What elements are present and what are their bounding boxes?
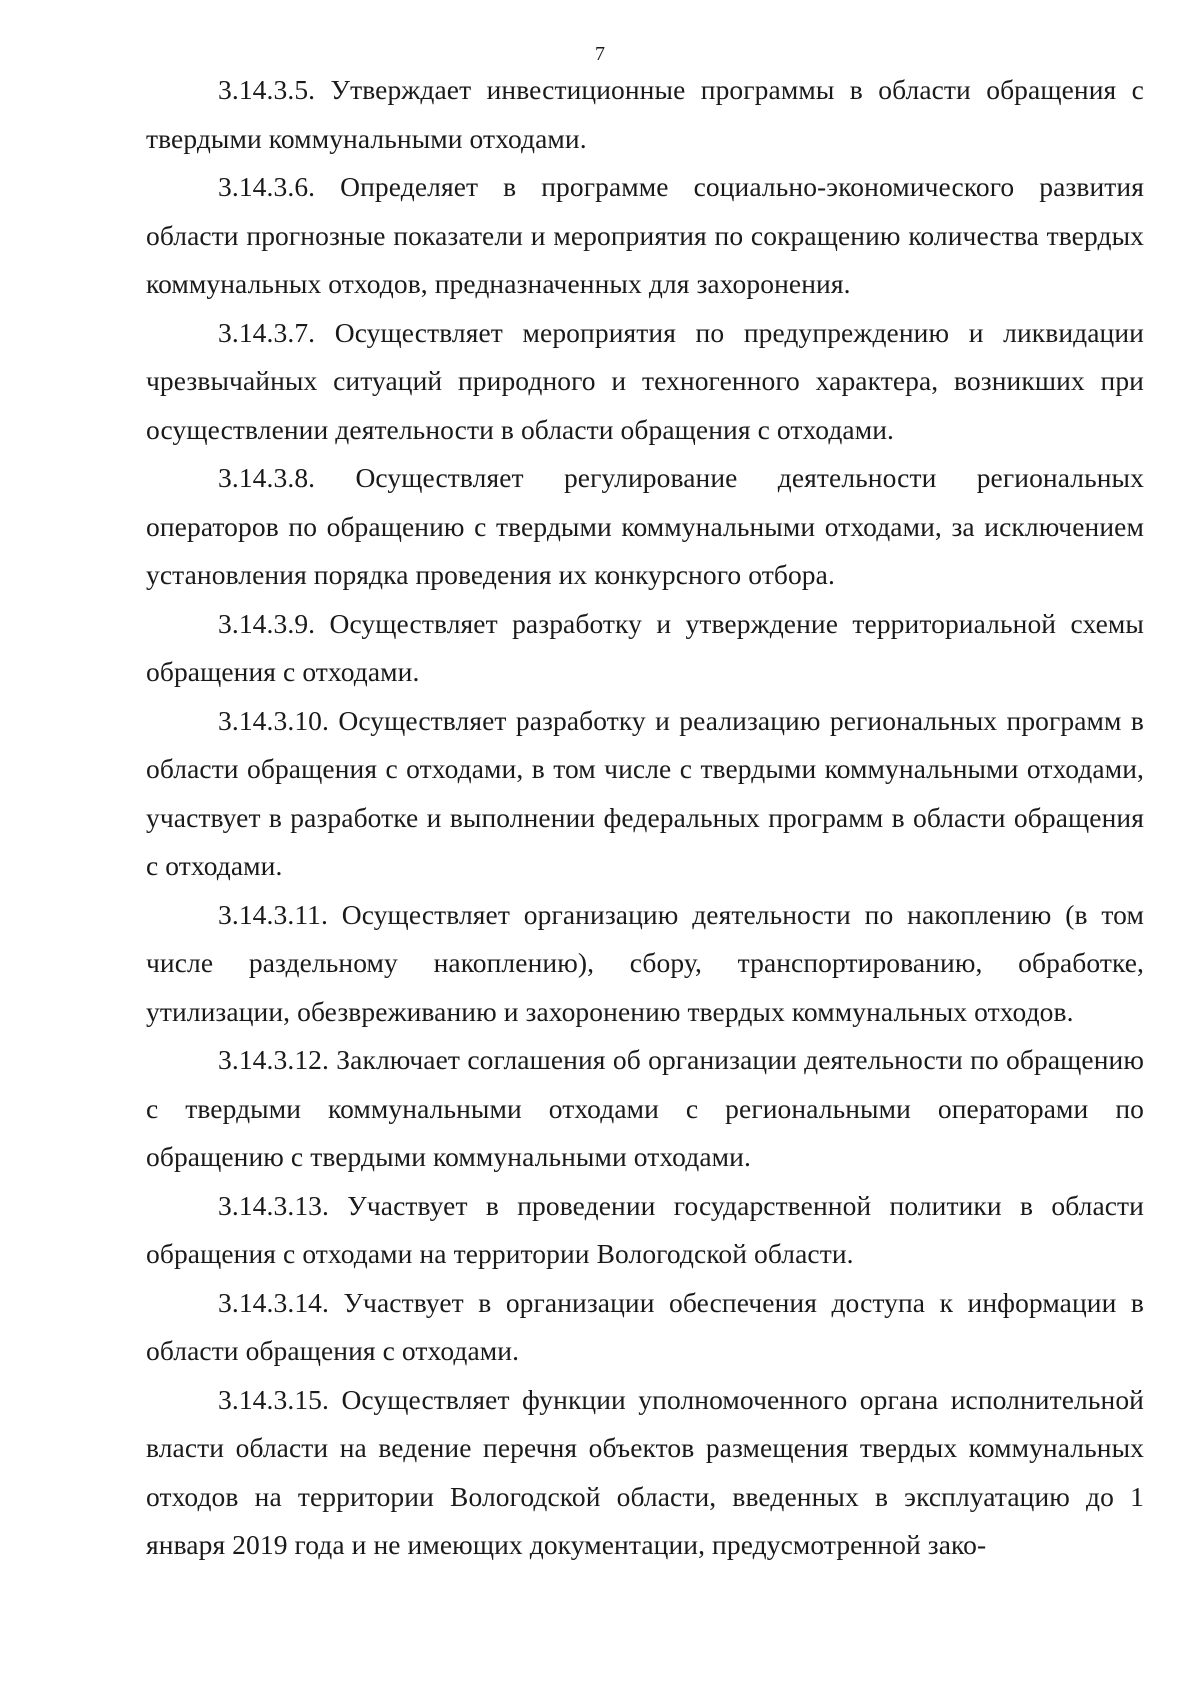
paragraph-3-14-3-7: 3.14.3.7. Осуществляет мероприятия по предупреждению и ликвидации чрезвычайных ситуаций природного и техногенного характера, возникших при осуществлении деятельности в области обращения с отходами.	[146, 316, 1144, 445]
paragraph-3-14-3-5: 3.14.3.5. Утверждает инвестиционные программы в области обращения с твердыми коммунальными отходами.	[146, 74, 1144, 154]
paragraph-3-14-3-13: 3.14.3.13. Участвует в проведении государственной политики в области обращения с отходами на территории Вологодской области.	[146, 1189, 1144, 1269]
paragraph-3-14-3-11: 3.14.3.11. Осуществляет организацию деятельности по накоплению (в том числе раздельному накоплению), сбору, транспортированию, обработке, утилизации, обезвреживанию и захоронению твердых коммунальных отходов.	[146, 898, 1144, 1027]
paragraph-3-14-3-9: 3.14.3.9. Осуществляет разработку и утверждение территориальной схемы обращения с отходами.	[146, 607, 1144, 687]
paragraph-3-14-3-8: 3.14.3.8. Осуществляет регулирование деятельности региональных операторов по обращению с твердыми коммунальными отходами, за исключением установления порядка проведения их конкурсного отбора.	[146, 462, 1144, 590]
paragraph-3-14-3-10: 3.14.3.10. Осуществляет разработку и реализацию региональных программ в области обращения с отходами, в том числе с твердыми коммунальными отходами, участвует в разработке и выполнении федеральных программ в области обращения с отходами.	[146, 704, 1144, 881]
document-body	[146, 66, 1144, 1570]
paragraph-3-14-3-12: 3.14.3.12. Заключает соглашения об организации деятельности по обращению с твердыми коммунальными отходами с региональными операторами по обращению с твердыми коммунальными отходами.	[146, 1044, 1144, 1172]
page-number: 7	[595, 43, 605, 65]
paragraph-3-14-3-6: 3.14.3.6. Определяет в программе социально-экономического развития области прогнозные показатели и мероприятия по сокращению количества твердых коммунальных отходов, предназначенных для захоронения.	[146, 171, 1144, 299]
paragraph-3-14-3-15: 3.14.3.15. Осуществляет функции уполномоченного органа исполнительной власти области на ведение перечня объектов размещения твердых коммунальных отходов на территории Вологодской области, введенных в эксплуатацию до 1 января 2019 года и не имеющих документации, предусмотренной зако-	[146, 1383, 1144, 1560]
paragraph-3-14-3-14: 3.14.3.14. Участвует в организации обеспечения доступа к информации в области обращения с отходами.	[146, 1286, 1144, 1366]
